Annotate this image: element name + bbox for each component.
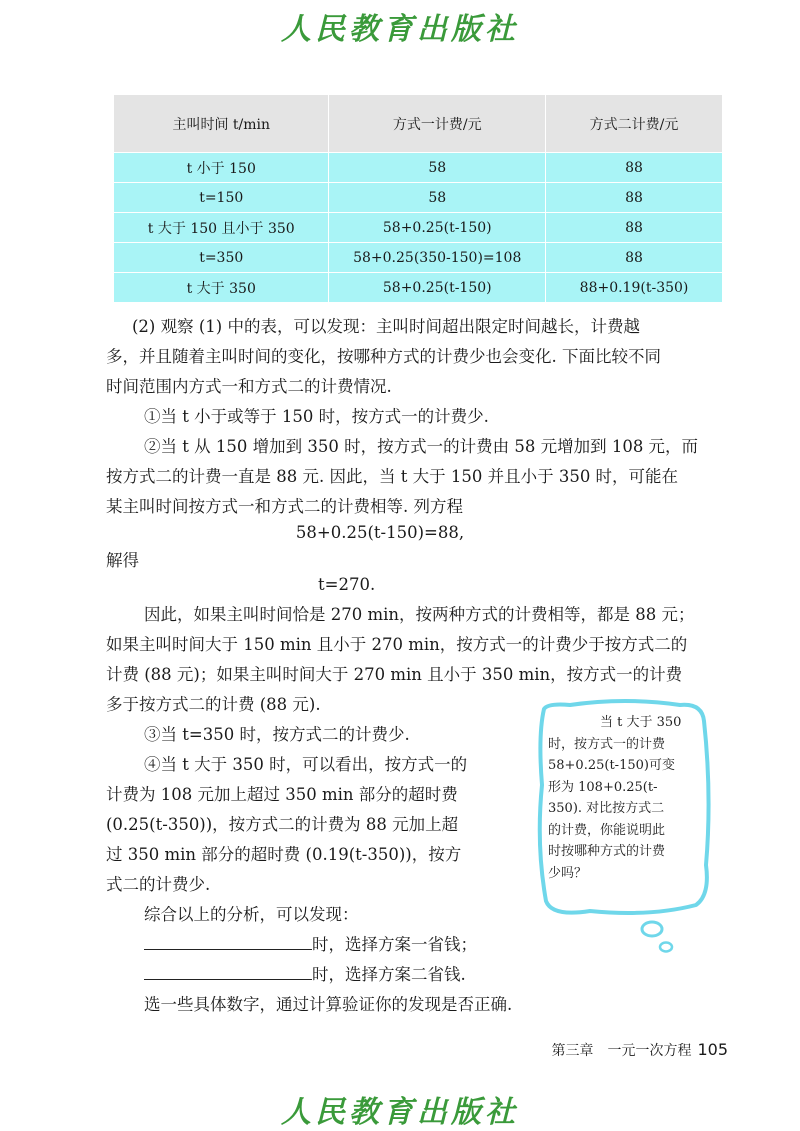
solve-label: 解得 [106,551,139,570]
conclusion-line4: 多于按方式二的计费 (88 元). [106,695,321,714]
table-cell: 58 [329,183,546,213]
table-cell: 58+0.25(t-150) [329,213,546,243]
table-cell: 88 [546,213,722,243]
page-number: 105 [697,1040,728,1059]
note-line: 形为 108+0.25(t- [548,779,658,795]
page-footer [551,1040,728,1060]
summary-intro: 综合以上的分析，可以发现： [144,905,359,924]
header-plan-two: 方式二计费/元 [546,95,722,153]
verify-instruction: 选一些具体数字，通过计算验证你的发现是否正确. [144,995,513,1014]
paragraph-observe-line2: 多，并且随着主叫时间的变化，按哪种方式的计费少也会变化. 下面比较不同 [106,347,661,366]
blank-two-suffix: 时，选择方案二省钱. [312,965,466,984]
note-line: 350). 对比按方式二 [548,801,665,816]
item-four-line4: 过 350 min 部分的超时费 (0.19(t-350))，按方 [106,845,462,864]
item-two-line2: 按方式二的计费一直是 88 元. 因此，当 t 大于 150 并且小于 350 时，可能在 [106,467,679,486]
note-line: 时按哪种方式的计费 [548,844,666,859]
table-row [114,243,722,273]
table-row [114,213,722,243]
item-three: ③当 t=350 时，按方式二的计费少. [144,725,410,744]
item-two-line3: 某主叫时间按方式一和方式二的计费相等. 列方程 [106,497,463,516]
header-plan-one: 方式一计费/元 [329,95,546,153]
item-four-line5: 式二的计费少. [106,875,211,894]
table-row [114,273,722,303]
chapter-title: 第三章 一元一次方程 [551,1043,692,1059]
paragraph-observe-line3: 时间范围内方式一和方式二的计费情况. [106,377,392,396]
note-line: 时，按方式一的计费 [548,736,666,752]
table-cell: t=150 [114,183,329,213]
table-cell: t 小于 150 [114,153,329,183]
table-cell: 88+0.19(t-350) [546,273,722,303]
answer-blank-two[interactable] [144,964,312,980]
table-cell: t=350 [114,243,329,273]
table-cell: 88 [546,183,722,213]
table-cell: t 大于 350 [114,273,329,303]
publisher-logo-bottom: 人民教育出版社 [281,1095,519,1130]
side-note [548,712,700,884]
item-four-line3: (0.25(t-350))，按方式二的计费为 88 元加上超 [106,815,459,834]
item-two-line1: ②当 t 从 150 增加到 350 时，按方式一的计费由 58 元增加到 108 元，而 [144,437,699,456]
note-line: 58+0.25(t-150)可变 [548,758,675,773]
table-header-row [114,95,722,153]
table-cell: 58+0.25(t-150) [329,273,546,303]
item-four-line2: 计费为 108 元加上超过 350 min 部分的超时费 [106,785,458,804]
table-cell: 88 [546,153,722,183]
conclusion-line3: 计费 (88 元)；如果主叫时间大于 270 min 且小于 350 min，按方式一的计费 [106,665,683,684]
table-cell: 58+0.25(350-150)=108 [329,243,546,273]
paragraph-observe-line1: (2) 观察 (1) 中的表，可以发现：主叫时间超出限定时间越长，计费越 [132,317,640,336]
note-line: 的计费，你能说明此 [548,822,666,838]
billing-table [114,95,722,302]
note-line: 少吗？ [548,865,588,881]
equation: 58+0.25(t-150)=88, [295,523,465,542]
note-line: 当 t 大于 350 [600,715,682,730]
conclusion-line1: 因此，如果主叫时间恰是 270 min，按两种方式的计费相等，都是 88 元； [144,605,695,624]
header-call-time: 主叫时间 t/min [114,95,329,153]
table-row [114,153,722,183]
table-cell: 88 [546,243,722,273]
table-row [114,183,722,213]
answer-blank-one[interactable] [144,934,312,950]
item-one: ①当 t 小于或等于 150 时，按方式一的计费少. [144,407,489,426]
table-cell: t 大于 150 且小于 350 [114,213,329,243]
table-cell: 58 [329,153,546,183]
blank-one-suffix: 时，选择方案一省钱； [312,935,477,954]
fill-in-line-two [144,964,466,986]
fill-in-line-one [144,934,477,956]
solution: t=270. [318,575,376,594]
conclusion-line2: 如果主叫时间大于 150 min 且小于 270 min，按方式一的计费少于按方式二的 [106,635,688,654]
item-four-line1: ④当 t 大于 350 时，可以看出，按方式一的 [144,755,468,774]
publisher-logo-top: 人民教育出版社 [281,12,519,47]
